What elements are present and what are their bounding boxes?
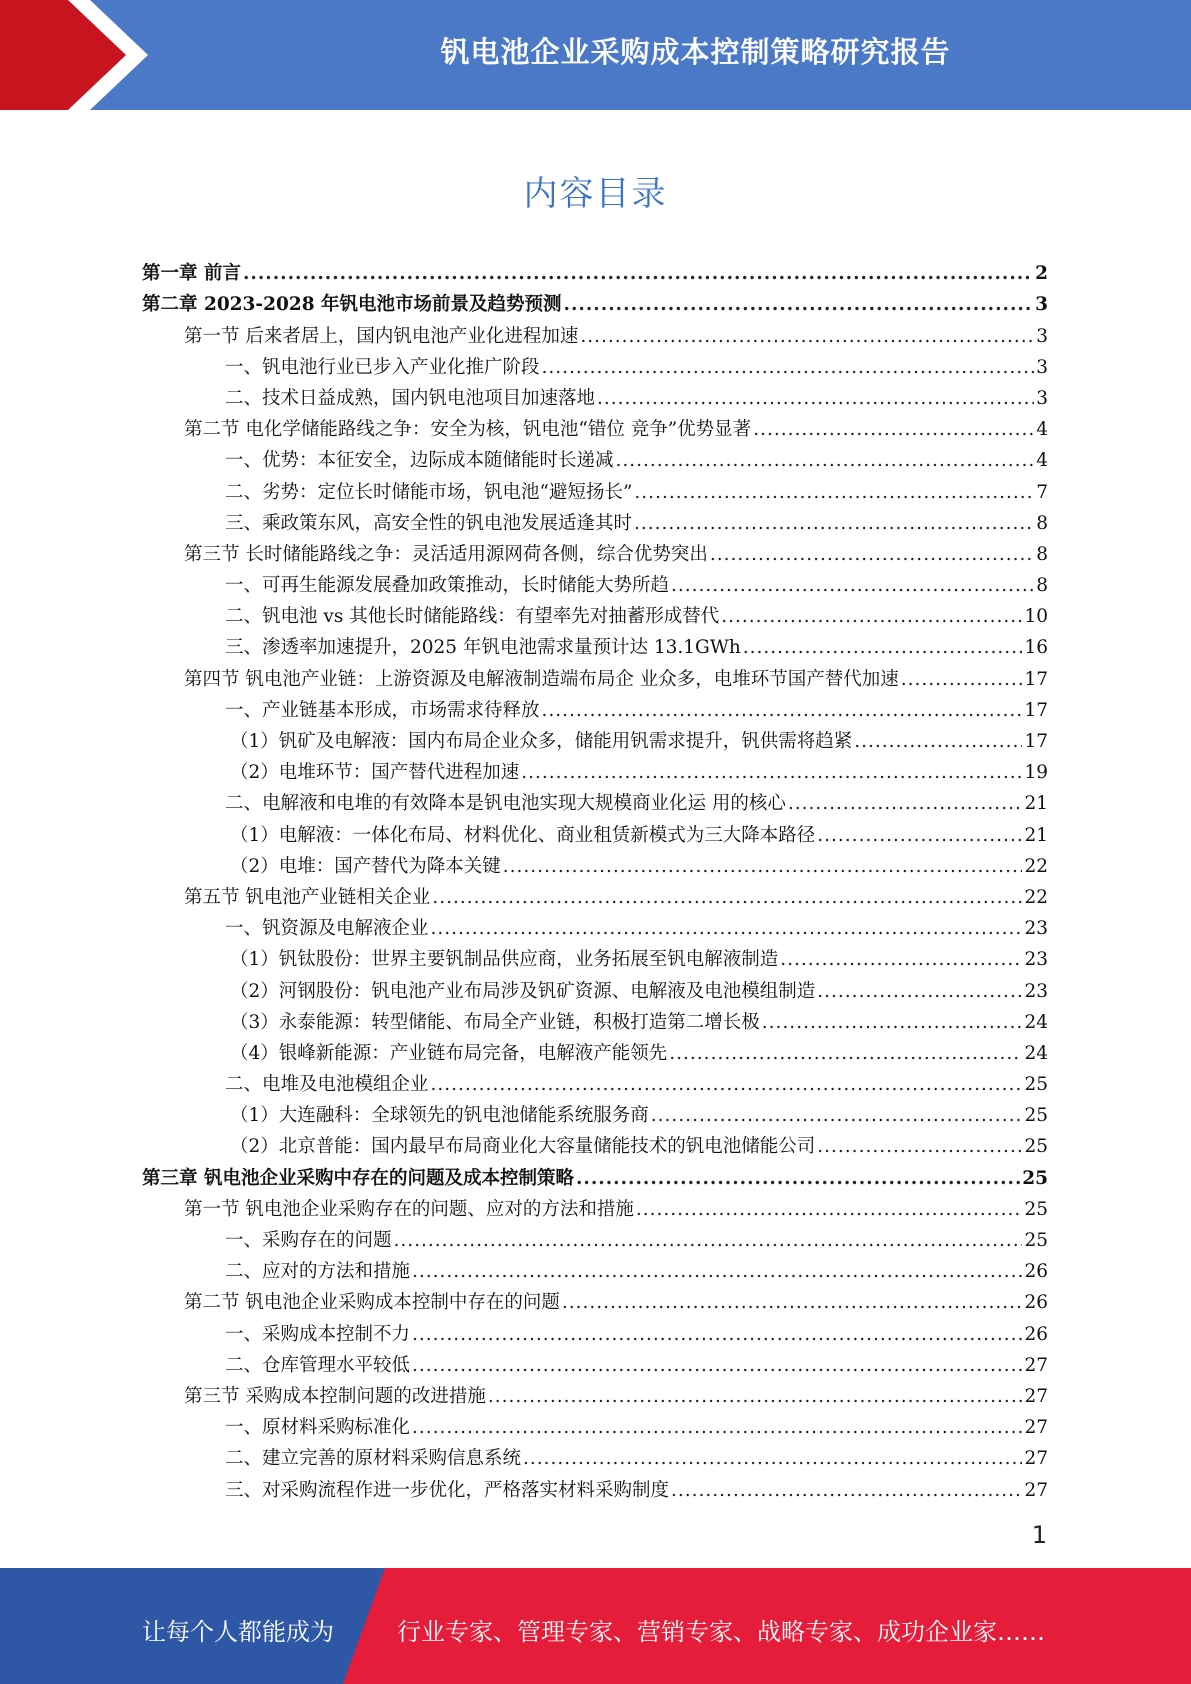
toc-entry-label: （2）北京普能：国内最早布局商业化大容量储能技术的钒电池储能公司 bbox=[230, 1136, 816, 1158]
toc-entry[interactable] bbox=[142, 1314, 1048, 1345]
toc-entry[interactable] bbox=[142, 815, 1048, 846]
toc-entry-page: 27 bbox=[1024, 1448, 1048, 1470]
toc-entry-page: 24 bbox=[1024, 1011, 1048, 1033]
header-chevron-decoration bbox=[0, 0, 160, 110]
toc-dot-leader bbox=[521, 762, 1022, 784]
toc-entry[interactable] bbox=[142, 1003, 1048, 1034]
toc-entry[interactable] bbox=[142, 254, 1048, 285]
toc-entry-page: 19 bbox=[1024, 762, 1048, 784]
toc-entry-label: 第二节 钒电池企业采购成本控制中存在的问题 bbox=[184, 1292, 560, 1314]
toc-entry-label: 第三节 采购成本控制问题的改进措施 bbox=[184, 1385, 486, 1407]
toc-entry-label: 二、劣势：定位长时储能市场，钒电池“避短扬长” bbox=[225, 481, 633, 503]
toc-entry-label: 一、可再生能源发展叠加政策推动，长时储能大势所趋 bbox=[225, 575, 670, 597]
toc-entry[interactable] bbox=[142, 379, 1048, 410]
toc-entry-label: 二、电堆及电池模组企业 bbox=[225, 1074, 429, 1096]
toc-dot-leader bbox=[562, 1292, 1023, 1314]
toc-entry-label: 第三节 长时储能路线之争：灵活适用源网荷各侧，综合优势突出 bbox=[184, 543, 708, 565]
toc-dot-leader bbox=[542, 700, 1023, 722]
toc-entry-page: 23 bbox=[1024, 980, 1048, 1002]
toc-entry-page: 4 bbox=[1036, 450, 1048, 472]
toc-entry-page: 23 bbox=[1024, 949, 1048, 971]
toc-entry-label: 一、产业链基本形成，市场需求待释放 bbox=[225, 699, 540, 721]
toc-entry-page: 17 bbox=[1024, 699, 1048, 721]
toc-entry[interactable] bbox=[142, 1470, 1048, 1501]
toc-entry[interactable] bbox=[142, 410, 1048, 441]
toc-entry-label: （2）河钢股份：钒电池产业布局涉及钒矿资源、电解液及电池模组制造 bbox=[230, 980, 816, 1002]
toc-entry-label: 二、电解液和电堆的有效降本是钒电池实现大规模商业化运 用的核心 bbox=[225, 793, 786, 815]
toc-entry[interactable] bbox=[142, 847, 1048, 878]
toc-entry[interactable] bbox=[142, 1346, 1048, 1377]
toc-entry[interactable] bbox=[142, 784, 1048, 815]
toc-dot-leader bbox=[597, 388, 1034, 410]
toc-entry-page: 21 bbox=[1024, 824, 1048, 846]
toc-entry-page: 3 bbox=[1036, 356, 1048, 378]
toc-entry-label: （1）电解液：一体化布局、材料优化、商业租赁新模式为三大降本路径 bbox=[230, 824, 816, 846]
toc-entry[interactable] bbox=[142, 472, 1048, 503]
page-header bbox=[0, 0, 1191, 110]
toc-entry-label: （1）钒矿及电解液：国内布局企业众多，储能用钒需求提升，钒供需将趋紧 bbox=[230, 731, 853, 752]
table-of-contents bbox=[142, 254, 1048, 1502]
toc-dot-leader bbox=[901, 669, 1023, 691]
toc-dot-leader bbox=[431, 918, 1023, 940]
toc-entry-page: 2 bbox=[1035, 263, 1048, 285]
toc-dot-leader bbox=[743, 637, 1023, 659]
toc-entry-page: 26 bbox=[1024, 1323, 1048, 1345]
toc-entry-page: 27 bbox=[1024, 1354, 1048, 1376]
toc-entry-page: 22 bbox=[1024, 855, 1048, 877]
toc-entry-label: 第五节 钒电池产业链相关企业 bbox=[184, 886, 431, 908]
toc-entry-page: 27 bbox=[1024, 1479, 1048, 1501]
toc-entry-page: 7 bbox=[1036, 481, 1048, 503]
toc-entry[interactable] bbox=[142, 659, 1048, 690]
toc-entry[interactable] bbox=[142, 878, 1048, 909]
toc-entry-page: 17 bbox=[1024, 731, 1048, 752]
toc-entry-page: 25 bbox=[1024, 1230, 1048, 1251]
toc-entry-label: （4）银峰新能源：产业链布局完备，电解液产能领先 bbox=[230, 1042, 668, 1064]
toc-entry[interactable] bbox=[142, 940, 1048, 971]
toc-dot-leader bbox=[432, 887, 1022, 909]
toc-dot-leader bbox=[753, 419, 1034, 441]
toc-dot-leader bbox=[817, 825, 1022, 847]
toc-dot-leader bbox=[564, 294, 1034, 316]
toc-heading: 内容目录 bbox=[523, 174, 668, 214]
toc-dot-leader bbox=[671, 1480, 1022, 1502]
toc-entry[interactable] bbox=[142, 971, 1048, 1002]
toc-dot-leader bbox=[817, 981, 1022, 1003]
toc-entry-label: 二、技术日益成熟，国内钒电池项目加速落地 bbox=[225, 387, 596, 409]
toc-entry[interactable] bbox=[142, 535, 1048, 566]
toc-dot-leader bbox=[523, 1448, 1022, 1470]
toc-entry-label: 第一章 前言 bbox=[142, 263, 241, 285]
toc-entry-label: 三、对采购流程作进一步优化，严格落实材料采购制度 bbox=[225, 1479, 670, 1501]
report-title: 钒电池企业采购成本控制策略研究报告 bbox=[440, 35, 951, 69]
toc-entry-page: 3 bbox=[1036, 387, 1048, 409]
toc-entry-page: 4 bbox=[1036, 419, 1048, 441]
toc-dot-leader bbox=[412, 1417, 1022, 1439]
page-footer bbox=[0, 1568, 1191, 1684]
toc-entry-page: 8 bbox=[1036, 543, 1048, 565]
toc-entry-page: 26 bbox=[1024, 1292, 1048, 1314]
toc-entry-page: 3 bbox=[1035, 294, 1048, 316]
toc-entry-label: 二、仓库管理水平较低 bbox=[225, 1354, 411, 1376]
toc-entry-page: 8 bbox=[1036, 575, 1048, 597]
toc-entry-page: 16 bbox=[1024, 637, 1048, 659]
toc-dot-leader bbox=[634, 482, 1034, 504]
toc-dot-leader bbox=[488, 1386, 1023, 1408]
toc-entry-page: 8 bbox=[1036, 512, 1048, 534]
toc-entry-label: （1）钒钛股份：世界主要钒制品供应商，业务拓展至钒电解液制造 bbox=[230, 949, 779, 971]
toc-entry-label: （2）电堆环节：国产替代进程加速 bbox=[230, 762, 520, 784]
toc-entry[interactable] bbox=[142, 1283, 1048, 1314]
toc-entry-label: 第一节 后来者居上，国内钒电池产业化进程加速 bbox=[184, 325, 579, 347]
toc-entry-label: （2）电堆：国产替代为降本关键 bbox=[230, 855, 501, 877]
toc-entry[interactable] bbox=[142, 1439, 1048, 1470]
toc-entry-label: 第二节 电化学储能路线之争：安全为核，钒电池“错位 竞争”优势显著 bbox=[184, 419, 752, 441]
toc-entry[interactable] bbox=[142, 909, 1048, 940]
toc-entry[interactable] bbox=[142, 285, 1048, 316]
toc-entry-page: 25 bbox=[1024, 1105, 1048, 1127]
toc-dot-leader bbox=[542, 357, 1035, 379]
toc-dot-leader bbox=[634, 513, 1034, 535]
toc-entry-label: 二、应对的方法和措施 bbox=[225, 1261, 411, 1283]
toc-entry[interactable] bbox=[142, 753, 1048, 784]
toc-entry-label: 二、钒电池 vs 其他长时储能路线：有望率先对抽蓄形成替代 bbox=[225, 606, 720, 628]
toc-entry-page: 25 bbox=[1024, 1074, 1048, 1096]
toc-dot-leader bbox=[616, 450, 1035, 472]
toc-entry-label: （3）永泰能源：转型储能、布局全产业链，积极打造第二增长极 bbox=[230, 1011, 760, 1033]
toc-entry-label: 一、钒资源及电解液企业 bbox=[225, 918, 429, 940]
toc-dot-leader bbox=[671, 575, 1034, 597]
toc-dot-leader bbox=[651, 1105, 1023, 1127]
toc-dot-leader bbox=[636, 1199, 1023, 1221]
page-number: 1 bbox=[1031, 1521, 1047, 1549]
toc-entry-page: 21 bbox=[1024, 793, 1048, 815]
toc-entry[interactable] bbox=[142, 597, 1048, 628]
toc-entry[interactable] bbox=[142, 1034, 1048, 1065]
toc-entry-page: 25 bbox=[1022, 1167, 1048, 1189]
toc-entry[interactable] bbox=[142, 566, 1048, 597]
toc-entry-label: 一、采购成本控制不力 bbox=[225, 1323, 411, 1345]
toc-dot-leader bbox=[503, 856, 1023, 878]
toc-entry[interactable] bbox=[142, 1158, 1048, 1189]
toc-entry-page: 3 bbox=[1036, 325, 1048, 347]
toc-entry[interactable] bbox=[142, 1127, 1048, 1158]
toc-dot-leader bbox=[576, 1168, 1020, 1190]
toc-entry[interactable] bbox=[142, 504, 1048, 535]
toc-dot-leader bbox=[431, 1074, 1023, 1096]
toc-entry[interactable] bbox=[142, 1408, 1048, 1439]
toc-dot-leader bbox=[788, 793, 1023, 815]
toc-entry-page: 10 bbox=[1024, 606, 1048, 628]
toc-entry-label: 第二章 2023-2028 年钒电池市场前景及趋势预测 bbox=[142, 294, 562, 316]
toc-entry-label: 一、钒电池行业已步入产业化推广阶段 bbox=[225, 356, 540, 378]
toc-entry-label: 第四节 钒电池产业链：上游资源及电解液制造端布局企 业众多，电堆环节国产替代加速 bbox=[184, 668, 899, 690]
toc-dot-leader bbox=[780, 949, 1022, 971]
toc-entry-page: 24 bbox=[1024, 1042, 1048, 1064]
toc-dot-leader bbox=[412, 1355, 1022, 1377]
toc-entry-page: 25 bbox=[1024, 1136, 1048, 1158]
toc-entry-page: 27 bbox=[1024, 1385, 1048, 1407]
toc-entry-label: 二、建立完善的原材料采购信息系统 bbox=[225, 1448, 522, 1470]
toc-entry-page: 25 bbox=[1024, 1198, 1048, 1220]
toc-entry[interactable] bbox=[142, 1065, 1048, 1096]
toc-entry[interactable] bbox=[142, 441, 1048, 472]
footer-slogan-left: 让每个人都能成为 bbox=[142, 1618, 334, 1646]
toc-entry-label: 三、渗透率加速提升，2025 年钒电池需求量预计达 13.1GWh bbox=[225, 637, 741, 659]
toc-entry[interactable] bbox=[142, 1252, 1048, 1283]
toc-entry[interactable] bbox=[142, 722, 1048, 753]
toc-entry-label: 一、优势：本征安全，边际成本随储能时长递减 bbox=[225, 450, 614, 472]
toc-entry[interactable] bbox=[142, 628, 1048, 659]
toc-entry-label: 三、乘政策东风，高安全性的钒电池发展适逢其时 bbox=[225, 512, 633, 534]
toc-entry-label: 第一节 钒电池企业采购存在的问题、应对的方法和措施 bbox=[184, 1198, 634, 1220]
toc-dot-leader bbox=[412, 1324, 1022, 1346]
toc-dot-leader bbox=[762, 1012, 1023, 1034]
footer-slogan-right: 行业专家、管理专家、营销专家、战略专家、成功企业家…… bbox=[397, 1618, 1045, 1646]
toc-entry-page: 27 bbox=[1024, 1417, 1048, 1439]
toc-dot-leader bbox=[669, 1043, 1022, 1065]
toc-entry[interactable] bbox=[142, 691, 1048, 722]
toc-entry[interactable] bbox=[142, 1377, 1048, 1408]
toc-dot-leader bbox=[710, 544, 1034, 566]
toc-entry[interactable] bbox=[142, 316, 1048, 347]
toc-entry-label: 第三章 钒电池企业采购中存在的问题及成本控制策略 bbox=[142, 1167, 574, 1189]
toc-dot-leader bbox=[721, 606, 1022, 628]
toc-entry[interactable] bbox=[142, 348, 1048, 379]
toc-entry-page: 22 bbox=[1024, 886, 1048, 908]
toc-entry-page: 17 bbox=[1024, 668, 1048, 690]
toc-entry[interactable] bbox=[142, 1096, 1048, 1127]
toc-entry-label: （1）大连融科：全球领先的钒电池储能系统服务商 bbox=[230, 1105, 649, 1127]
toc-entry-label: 一、原材料采购标准化 bbox=[225, 1417, 411, 1439]
toc-dot-leader bbox=[412, 1261, 1022, 1283]
toc-entry-page: 26 bbox=[1024, 1261, 1048, 1283]
toc-entry[interactable] bbox=[142, 1221, 1048, 1252]
toc-entry-page: 23 bbox=[1024, 918, 1048, 940]
toc-dot-leader bbox=[817, 1136, 1022, 1158]
toc-entry-label: 一、采购存在的问题 bbox=[225, 1230, 392, 1251]
toc-dot-leader bbox=[854, 731, 1022, 753]
toc-dot-leader bbox=[580, 326, 1034, 348]
toc-dot-leader bbox=[394, 1230, 1023, 1252]
toc-dot-leader bbox=[243, 263, 1033, 285]
toc-entry[interactable] bbox=[142, 1190, 1048, 1221]
